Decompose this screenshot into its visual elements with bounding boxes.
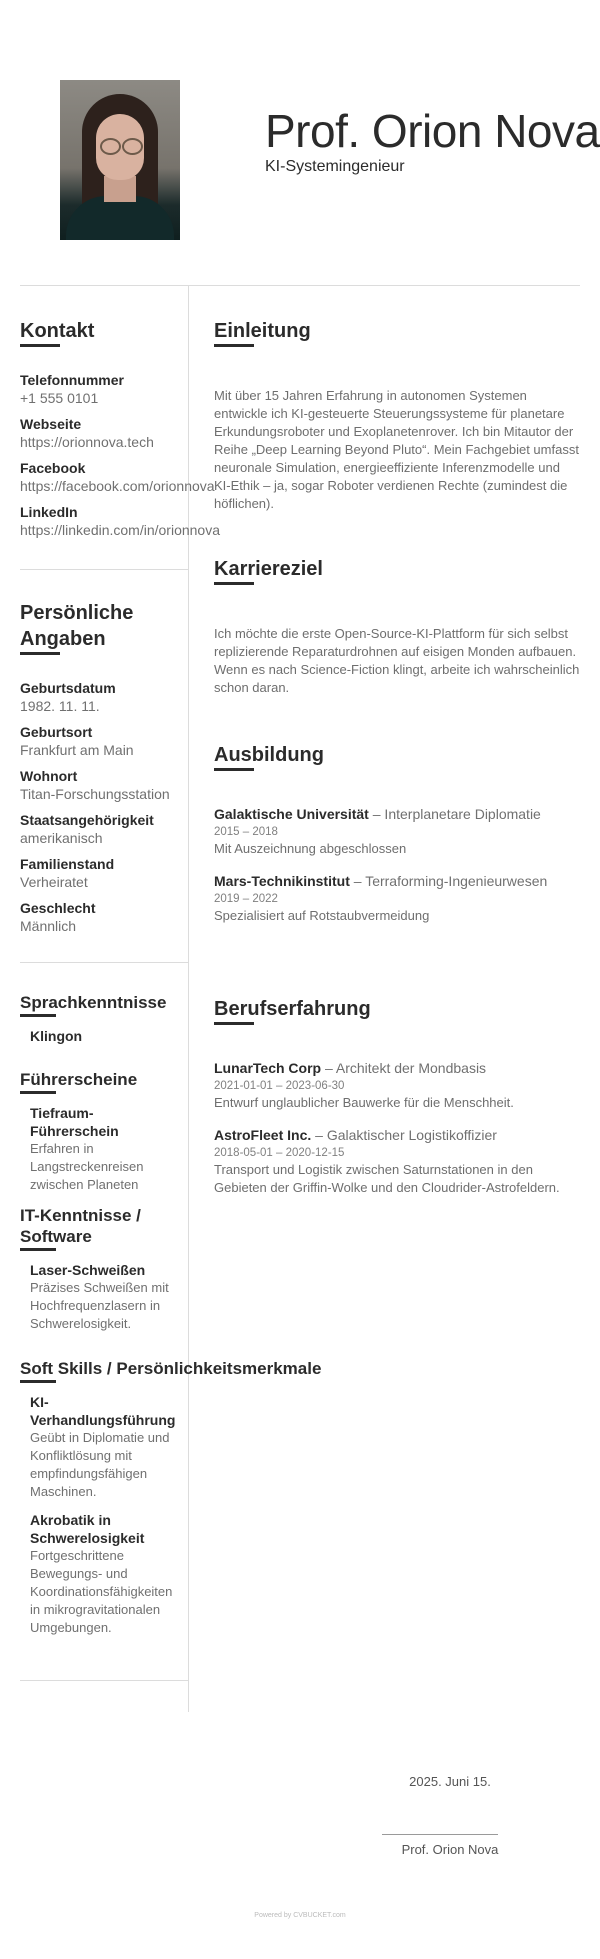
education-section xyxy=(214,742,580,925)
signature-line xyxy=(382,1834,498,1835)
contact-heading: Kontakt xyxy=(20,318,190,347)
experience-role: – Galaktischer Logistikoffizier xyxy=(311,1127,497,1143)
nationality-label: Staatsangehörigkeit xyxy=(20,812,154,828)
it-skills-heading: IT-Kenntnisse / Software xyxy=(20,1205,190,1251)
birthdate-value: 1982. 11. 11. xyxy=(20,698,100,714)
phone-label: Telefonnummer xyxy=(20,372,124,388)
soft-skills-section xyxy=(20,1358,322,1637)
linkedin-label: LinkedIn xyxy=(20,504,78,520)
career-goal-text: Ich möchte die erste Open-Source-KI-Plattform für sich selbst replizierende Reparaturdrohnen auf eisigen Monden aufbauen. Wenn es nach Science-Fiction klingt, arbeite ich wahrscheinlich schon daran. xyxy=(214,626,580,695)
contact-section xyxy=(20,318,220,539)
birthplace-value: Frankfurt am Main xyxy=(20,742,134,758)
soft-skill-name: Akrobatik in Schwerelosigkeit xyxy=(30,1512,145,1546)
soft-skill-item xyxy=(20,1393,180,1501)
experience-company: LunarTech Corp xyxy=(214,1060,322,1076)
experience-heading: Berufserfahrung xyxy=(214,996,580,1025)
education-heading: Ausbildung xyxy=(214,742,580,771)
marital-status-value: Verheiratet xyxy=(20,874,88,890)
education-desc: Spezialisiert auf Rotstaubvermeidung xyxy=(214,908,430,923)
license-name: Tiefraum-Führerschein xyxy=(30,1105,119,1139)
experience-section xyxy=(214,996,580,1197)
main-content xyxy=(214,318,580,1195)
intro-heading: Einleitung xyxy=(214,318,580,347)
education-period: 2019 – 2022 xyxy=(214,893,278,905)
soft-skills-heading: Soft Skills / Persönlichkeitsmerkmale xyxy=(20,1358,210,1383)
education-program: – Terraforming-Ingenieurwesen xyxy=(349,873,548,889)
intro-text: Mit über 15 Jahren Erfahrung in autonomen Systemen entwickle ich KI-gesteuerte Steuerungssysteme für planetare Erkundungsroboter und Exoplanetenrover. Ich bin Mitautor der Reihe „Deep Learning Beyond Pluto“. Mein Fachgebiet umfasst neuronale Simulation, energieeffiziente Inferenzmodelle und KI-Ethik – ja, sogar Roboter verdienen Rechte (zumindest die höflichen). xyxy=(214,388,579,511)
marital-status-label: Familienstand xyxy=(20,856,115,872)
education-institution: Mars-Technikinstitut xyxy=(214,873,350,889)
it-skill-desc: Präzises Schweißen mit Hochfrequenzlasern in Schwerelosigkeit. xyxy=(30,1280,169,1331)
education-desc: Mit Auszeichnung abgeschlossen xyxy=(214,841,407,856)
education-institution: Galaktische Universität xyxy=(214,806,369,822)
nationality-value: amerikanisch xyxy=(20,830,103,846)
phone-value: +1 555 0101 xyxy=(20,390,99,406)
birthdate-label: Geburtsdatum xyxy=(20,680,116,696)
intro-section xyxy=(214,318,580,513)
profile-photo xyxy=(60,80,180,240)
candidate-name: Prof. Orion Nova xyxy=(265,105,600,157)
licenses-section xyxy=(20,1069,190,1194)
residence-value: Titan-Forschungsstation xyxy=(20,786,170,802)
document-date: 2025. Juni 15. xyxy=(409,1774,491,1789)
education-period: 2015 – 2018 xyxy=(214,826,278,838)
education-entry xyxy=(214,805,580,858)
experience-entry xyxy=(214,1126,580,1197)
experience-entry xyxy=(214,1059,580,1112)
personal-section xyxy=(20,600,190,935)
language-item xyxy=(20,1027,180,1045)
experience-desc: Entwurf unglaublicher Bauwerke für die Menschheit. xyxy=(214,1095,514,1110)
language-name: Klingon xyxy=(30,1028,83,1044)
career-goal-section xyxy=(214,556,580,697)
it-skill-name: Laser-Schweißen xyxy=(30,1262,146,1278)
gender-label: Geschlecht xyxy=(20,900,96,916)
header-divider xyxy=(20,285,580,286)
license-item xyxy=(20,1104,180,1194)
residence-label: Wohnort xyxy=(20,768,78,784)
languages-section xyxy=(20,992,190,1045)
experience-company: AstroFleet Inc. xyxy=(214,1127,312,1143)
it-skills-section xyxy=(20,1205,190,1333)
birthplace-label: Geburtsort xyxy=(20,724,93,740)
experience-period: 2018-05-01 – 2020-12-15 xyxy=(214,1147,345,1159)
sidebar-divider xyxy=(20,962,188,963)
experience-period: 2021-01-01 – 2023-06-30 xyxy=(214,1080,345,1092)
powered-by-link[interactable]: Powered by CVBUCKET.com xyxy=(254,1912,346,1919)
sidebar-divider xyxy=(20,569,188,570)
soft-skill-desc: Geübt in Diplomatie und Konfliktlösung mit empfindungsfähigen Maschinen. xyxy=(30,1430,170,1499)
job-title: KI-Systemingenieur xyxy=(265,158,405,175)
experience-desc: Transport und Logistik zwischen Saturnstationen in den Gebieten der Griffin-Wolke und den Cloudrider-Astrofeldern. xyxy=(214,1162,560,1195)
experience-role: – Architekt der Mondbasis xyxy=(321,1060,487,1076)
education-entry xyxy=(214,872,580,925)
education-program: – Interplanetare Diplomatie xyxy=(368,806,541,822)
linkedin-link[interactable]: https://linkedin.com/in/orionnova xyxy=(20,522,220,538)
facebook-link[interactable]: https://facebook.com/orionnova xyxy=(20,478,215,494)
licenses-heading: Führerscheine xyxy=(20,1069,190,1094)
facebook-label: Facebook xyxy=(20,460,86,476)
soft-skill-item xyxy=(20,1511,180,1637)
signature-name: Prof. Orion Nova xyxy=(401,1842,499,1857)
sidebar-divider xyxy=(20,1680,188,1681)
license-desc: Erfahren in Langstreckenreisen zwischen Planeten xyxy=(30,1141,144,1192)
soft-skill-name: KI-Verhandlungsführung xyxy=(30,1394,176,1428)
soft-skill-desc: Fortgeschrittene Bewegungs- und Koordinationsfähigkeiten in mikrogravitationalen Umgebungen. xyxy=(30,1548,173,1635)
languages-heading: Sprachkenntnisse xyxy=(20,992,190,1017)
career-goal-heading: Karriereziel xyxy=(214,556,580,585)
it-skill-item xyxy=(20,1261,180,1333)
website-label: Webseite xyxy=(20,416,82,432)
website-link[interactable]: https://orionnova.tech xyxy=(20,434,154,450)
gender-value: Männlich xyxy=(20,918,77,934)
personal-heading: Persönliche Angaben xyxy=(20,600,190,655)
